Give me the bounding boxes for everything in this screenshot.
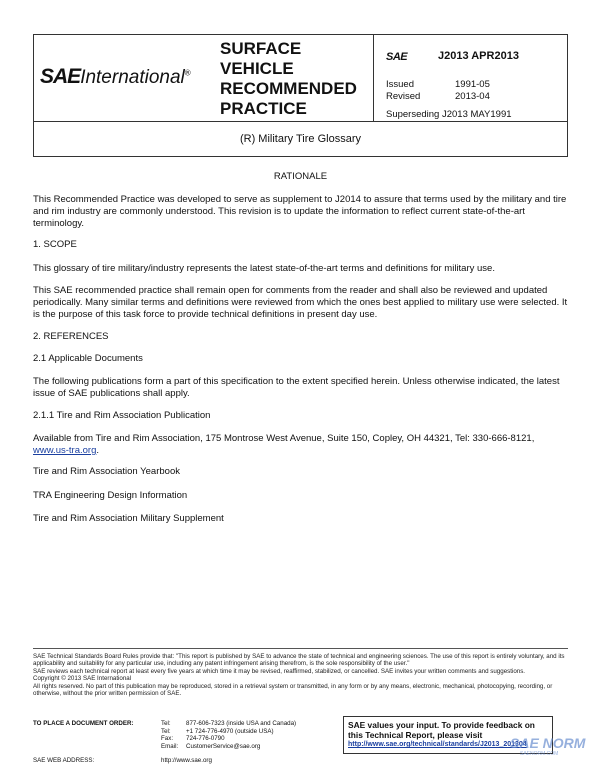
rationale-text: This Recommended Practice was developed to serve as supplement to J2014 to assure that terms used by the military and tire and rim industry are commonly understood. This revision is to update the information to reflect current state-of-the-art terminology. [33,194,567,229]
applicable-documents-text: The following publications form a part of this specification to the extent specified herein. Unless otherwise indicated, the latest issue of SAE publications shall apply. [33,376,560,399]
email-value[interactable]: CustomerService@sae.org [186,742,261,750]
feedback-text: SAE values your input. To provide feedback on this Technical Report, please visit [348,720,535,740]
doctype-line: SURFACE [220,39,302,58]
tel-label: Tel: [161,727,171,735]
watermark-logo: SAE NORM [510,735,586,751]
footer-rights-notice: All rights reserved. No part of this publication may be reproduced, stored in a retrieval system or transmitted, in any form or by any means, electronic, mechanical, photocopying, recording, or otherwise, without the prior written permission of SAE. [33,682,553,698]
logo-international-text: International [80,67,185,88]
publication-item: TRA Engineering Design Information [33,490,188,501]
scope-heading: 1. SCOPE [33,239,77,250]
tra-publication-heading: 2.1.1 Tire and Rim Association Publication [33,410,211,421]
rationale-heading: RATIONALE [273,171,328,182]
revised-label: Revised [386,91,421,102]
tel-value: +1 724-776-4970 (outside USA) [186,727,274,735]
scope-paragraph: This glossary of tire military/industry represents the latest state-of-the-art terms and definitions for military use. [33,263,495,274]
issued-date: 1991-05 [455,79,490,90]
scope-paragraph: This SAE recommended practice shall remain open for comments from the reader and shall also be reviewed and updated periodically. Many similar terms and definitions were reviewed from which the ones best applied to military use were selected. It is the purpose of this task force to provide technical definitions in present day use. [33,285,568,320]
doctype-line: VEHICLE [220,59,294,78]
footer-disclaimer: SAE Technical Standards Board Rules provide that: "This report is published by SAE to advance the state of technical and engineering sciences. The use of this report is entirely voluntary, and its applicability and suitability for any particular use, including any patent infringement arising therefrom, is the sole responsibility of the user." [33,653,565,668]
registered-mark: ® [184,68,191,78]
footer-review-note: SAE reviews each technical report at least every five years at which time it may be revised, reaffirmed, stabilized, or cancelled. SAE invites your written comments and suggestions. [33,667,526,675]
web-address-label: SAE WEB ADDRESS: [33,757,95,764]
footer-separator [33,648,568,649]
tel-value: 877-606-7323 (inside USA and Canada) [186,720,297,727]
web-address-link[interactable]: http://www.sae.org [161,757,212,764]
tra-availability [33,433,568,457]
fax-label: Fax: [161,735,174,743]
email-label: Email: [161,742,179,750]
revised-date: 2013-04 [455,91,490,102]
logo-sae-text: SAE [40,65,81,88]
footer-fine-print [33,653,568,697]
tra-address: Available from Tire and Rim Association, 175 Montrose West Avenue, Suite 150, Copley, OH 44321, Tel: 330-666-8121, [33,433,535,444]
sae-international-logo [40,65,191,89]
document-header [33,34,568,157]
publication-item: Tire and Rim Association Yearbook [33,466,180,477]
header-divider-vertical [373,35,374,121]
watermark-subtext: SAENORM.COM [520,751,559,757]
references-heading: 2. REFERENCES [33,331,109,342]
doctype-line: RECOMMENDED [220,79,357,98]
publication-item: Tire and Rim Association Military Supplement [33,513,224,524]
issued-label: Issued [386,79,414,90]
fax-value: 724-776-0790 [186,735,225,743]
tra-link[interactable]: www.us-tra.org [33,445,97,456]
footer-copyright: Copyright © 2013 SAE International [33,675,132,683]
tra-link-period: . [96,445,99,456]
feedback-link[interactable]: http://www.sae.org/technical/standards/J2013_201304 [348,741,527,748]
tel-label: Tel: [161,720,171,727]
order-label: TO PLACE A DOCUMENT ORDER: [33,720,134,727]
applicable-documents-heading: 2.1 Applicable Documents [33,353,143,364]
superseding-note: Superseding J2013 MAY1991 [386,109,512,120]
sae-mini-logo: SAE [386,51,408,63]
document-title: (R) Military Tire Glossary [239,133,361,145]
document-number: J2013 APR2013 [438,50,519,62]
doctype-line: PRACTICE [220,99,307,118]
header-divider-horizontal [34,121,567,122]
document-type [220,39,357,119]
